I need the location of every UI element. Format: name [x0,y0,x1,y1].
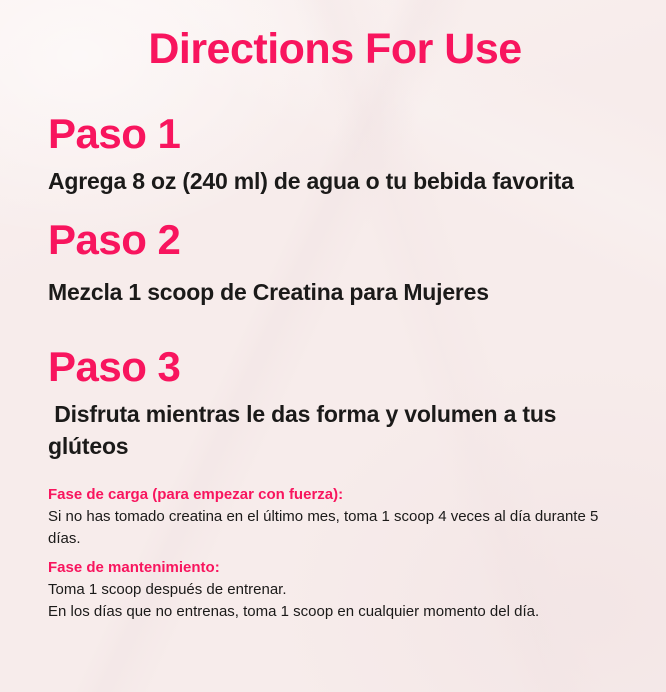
page-title: Directions For Use [148,25,522,73]
maintenance-phase-text-2: En los días que no entrenas, toma 1 scoop en cualquier momento del día. [48,602,540,620]
directions-sheet [0,26,666,692]
loading-phase-text: Si no has tomado creatina en el último mes, toma 1 scoop 4 veces al día durante 5 días. [48,507,599,547]
step-3-text: Disfruta mientras le das forma y volumen a tus glúteos [48,400,563,459]
maintenance-phase-text-1: Toma 1 scoop después de entrenar. [48,580,287,598]
step-3-label: Paso 3 [48,342,181,390]
step-2-text: Mezcla 1 scoop de Creatina para Mujeres [48,278,489,305]
maintenance-phase-block [48,557,622,623]
maintenance-phase-label: Fase de mantenimiento: [48,558,220,576]
step-1-label: Paso 1 [48,110,181,158]
phases-section [48,484,622,623]
loading-phase-block [48,484,622,550]
step-3-section [48,344,622,462]
step-1-section [48,111,622,197]
step-2-label: Paso 2 [48,216,181,264]
loading-phase-label: Fase de carga (para empezar con fuerza): [48,485,344,503]
step-2-section [48,217,622,307]
step-1-text: Agrega 8 oz (240 ml) de agua o tu bebida favorita [48,168,574,195]
